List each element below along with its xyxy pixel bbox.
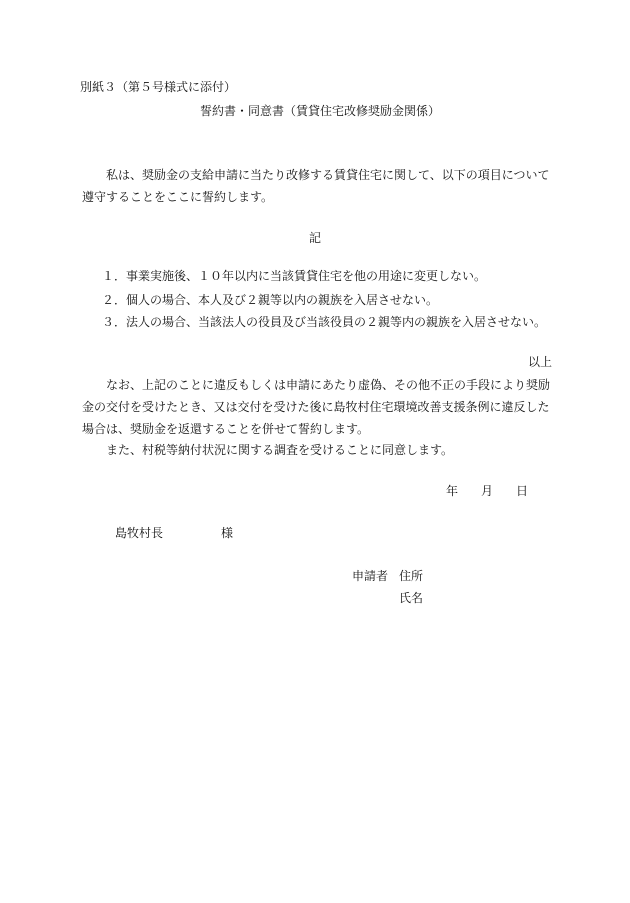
- address-label: 住所: [399, 569, 424, 583]
- ki-heading: 記: [309, 231, 322, 245]
- recipient-name: 島牧村長: [115, 526, 164, 540]
- attachment-reference: 別紙３（第５号様式に添付）: [80, 80, 237, 94]
- closing-ijo: 以上: [528, 355, 553, 369]
- pledge-item: ２．個人の場合、本人及び２親等以内の親族を入居させない。: [102, 293, 439, 307]
- note-paragraph: なお、上記のことに違反もしくは申請にあたり虚偽、その他不正の手段により奨励金の交付を受けたとき、又は交付を受けた後に島牧村住宅環境改善支援条例に違反した場合は、奨励金を返還することを併せて誓約します。: [82, 378, 551, 436]
- pledge-item: １．事業実施後、１０年以内に当該賃貸住宅を他の用途に変更しない。: [102, 269, 487, 283]
- date-month-label: 月: [481, 484, 494, 498]
- date-year-label: 年: [446, 484, 459, 498]
- recipient-suffix: 様: [221, 526, 234, 540]
- document-title: 誓約書・同意書（賃貸住宅改修奨励金関係）: [200, 104, 441, 118]
- pledge-item: ３．法人の場合、当該法人の役員及び当該役員の２親等内の親族を入居させない。: [102, 315, 547, 329]
- consent-paragraph: また、村税等納付状況に関する調査を受けることに同意します。: [106, 443, 454, 457]
- name-label: 氏名: [399, 591, 424, 605]
- intro-paragraph: 私は、奨励金の支給申請に当たり改修する賃貸住宅に関して、以下の項目について遵守することをここに誓約します。: [82, 168, 550, 204]
- date-day-label: 日: [516, 484, 529, 498]
- applicant-label: 申請者: [352, 569, 389, 583]
